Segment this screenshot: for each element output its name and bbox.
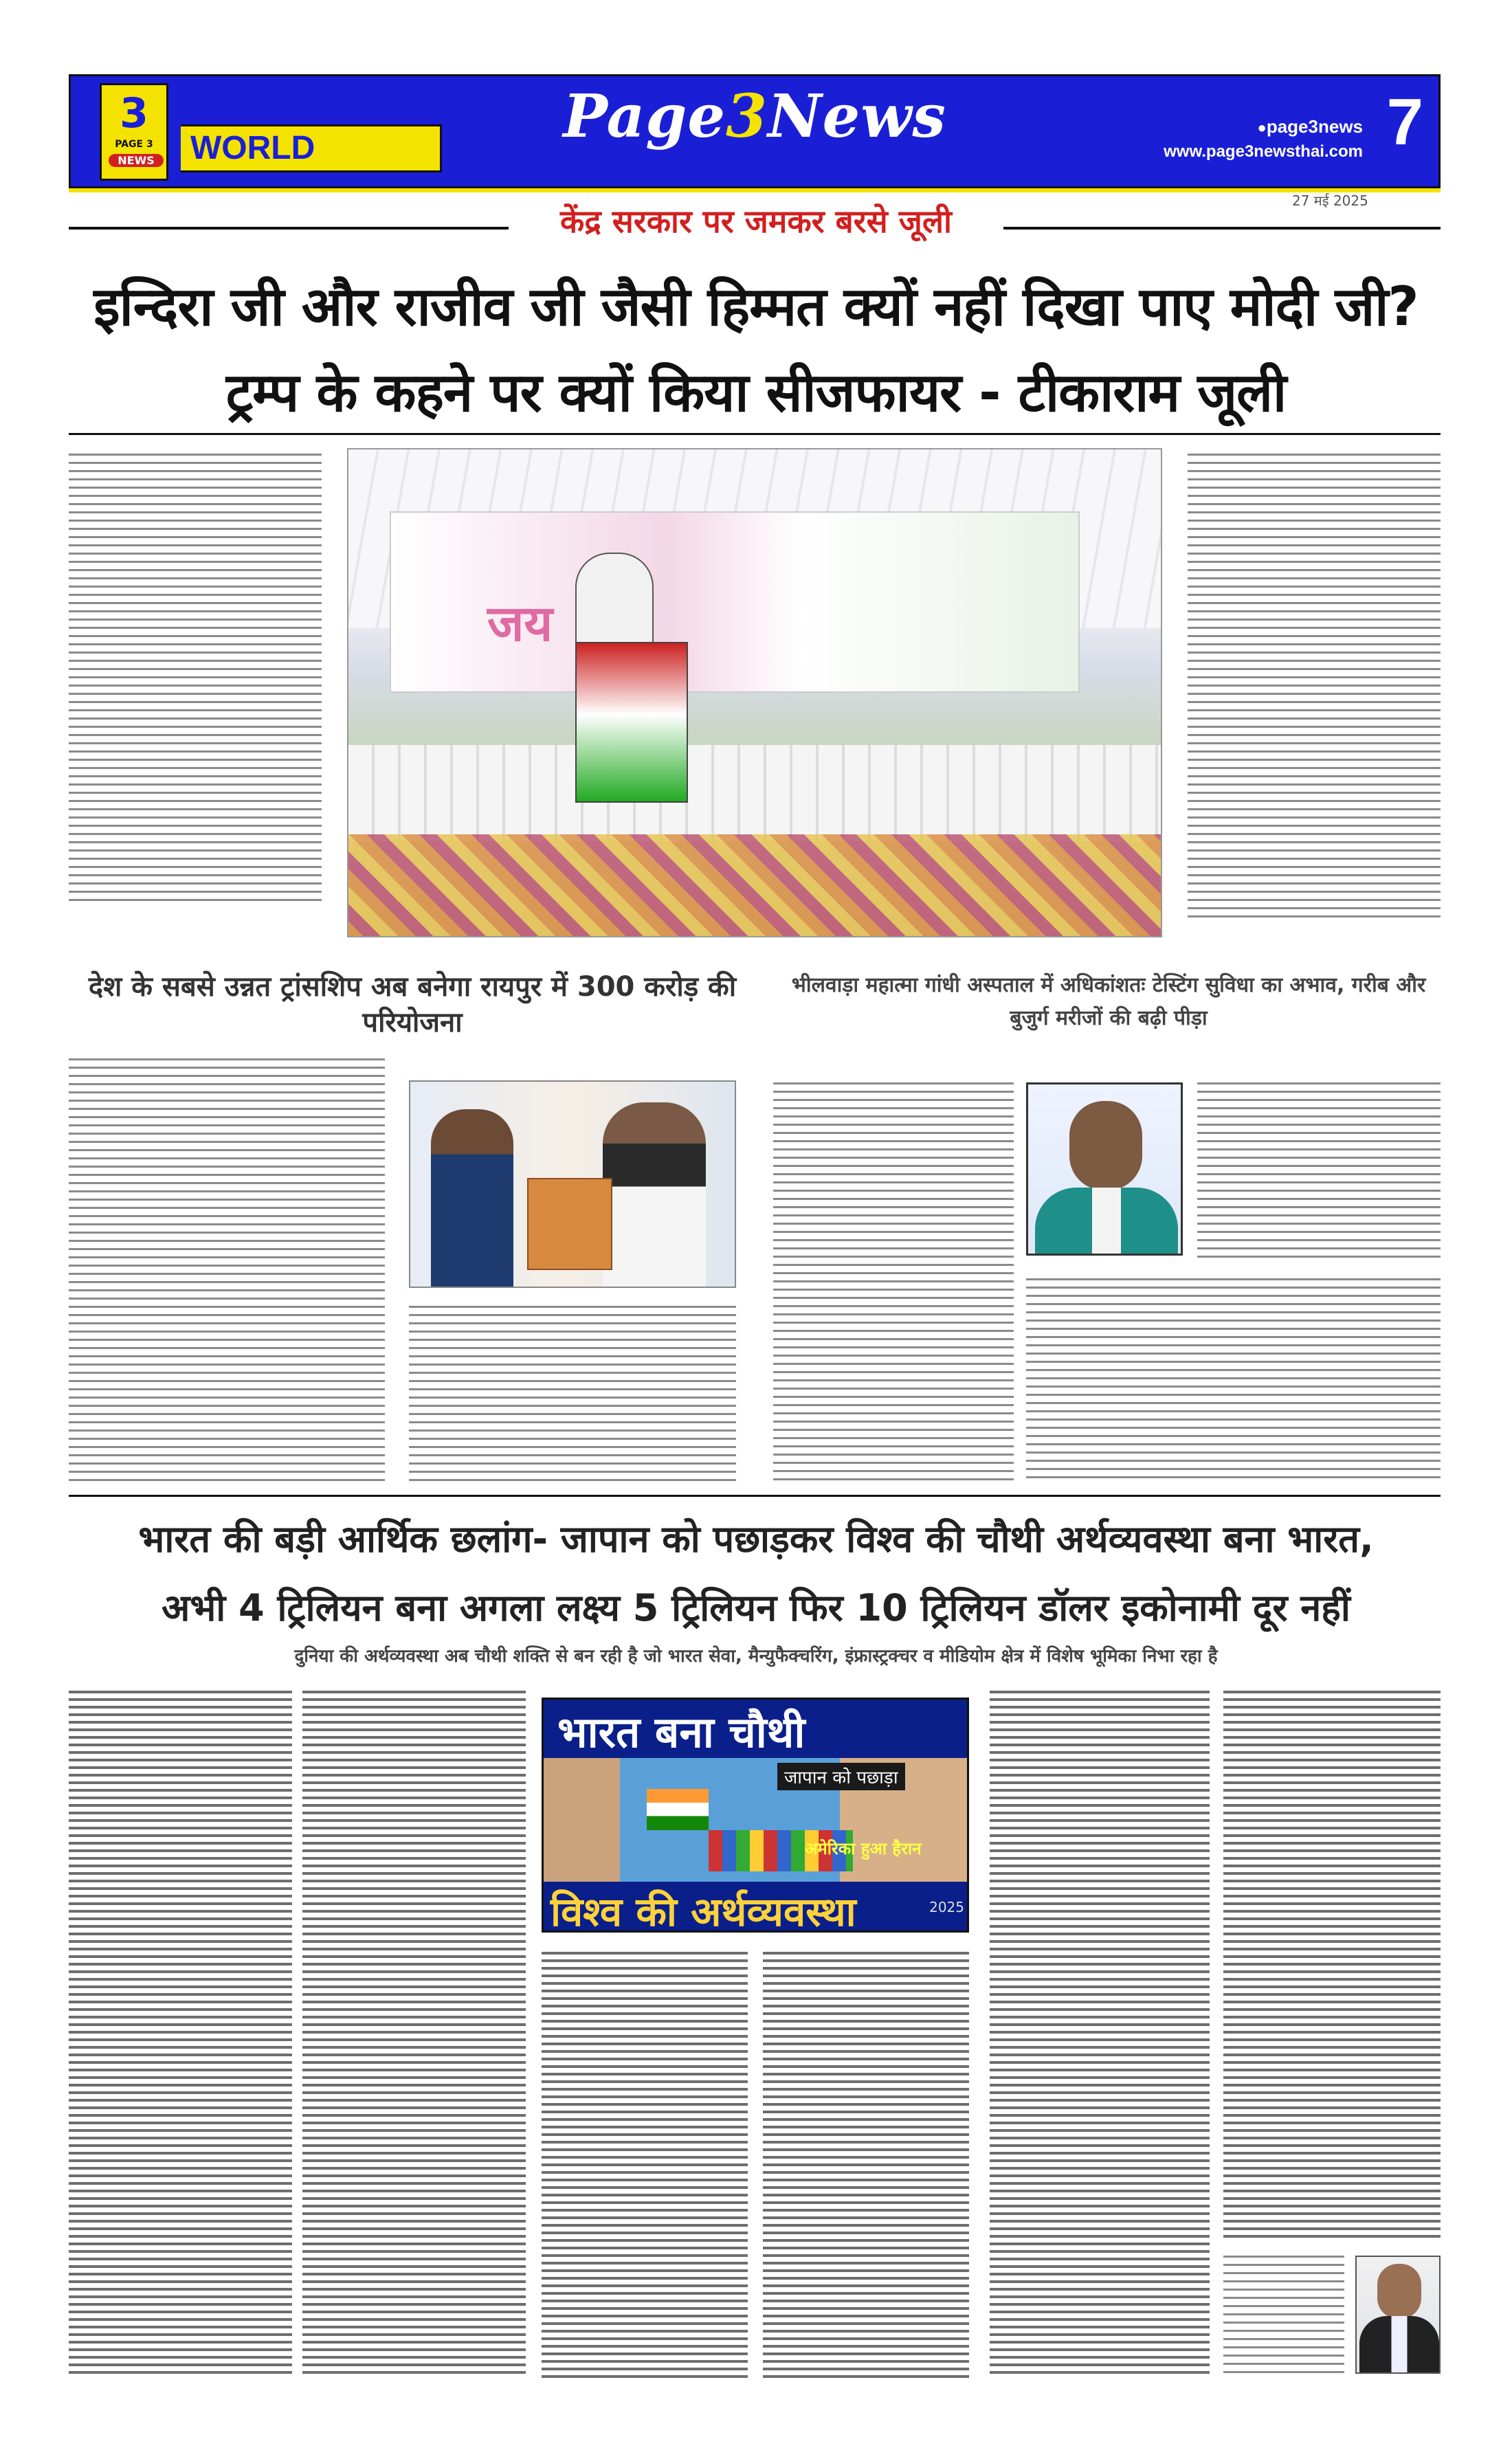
economy-deck: दुनिया की अर्थव्यवस्था अब चौथी शक्ति से बन रही है जो भारत सेवा, मैन्युफैक्चरिंग, इंफ्रास्ट्रक्चर व मीडियोम क्षेत्र में विशेष भूमिका निभा रहा है [294,1646,1218,1667]
author-credit-text [1223,2256,1344,2374]
graphic-bottom-text: विश्व की अर्थव्यवस्था [551,1889,856,1933]
brand-suffix: News [768,82,946,151]
person-left [431,1109,513,1288]
graphic-year: 2025 [929,1899,964,1915]
page-number: 7 [1386,85,1423,159]
section-rule [69,1495,1441,1497]
speaker-figure [575,553,654,652]
headline-rule [69,433,1441,435]
logo-badge: NEWS [109,154,164,167]
lead-headline-line1[interactable]: इन्दिरा जी और राजीव जी जैसी हिम्मत क्यों नहीं दिखा पाए मोदी जी? [93,276,1419,338]
graphic-top-text: भारत बना चौथी [557,1707,805,1757]
banner-text: जय [487,594,553,652]
graphic-bottom-band [544,1882,967,1933]
economy-column-5 [990,1691,1210,2378]
portrait-photo[interactable] [1026,1082,1183,1256]
site-handle[interactable]: ● page3news [1258,116,1363,137]
stage-banner [390,511,1080,693]
brand-number: 3 [726,82,768,151]
masthead-underline [69,188,1441,192]
mid-left-column-text [69,1058,385,1484]
mid-right-headline[interactable]: भीलवाड़ा महात्मा गांधी अस्पताल में अधिकांशतः टेस्टिंग सुविधा का अभाव, गरीब और बुजुर्ग मरीजों की बढ़ी पीड़ा [791,973,1426,1030]
logo-number: 3 [120,89,148,137]
india-flag-icon [647,1789,709,1830]
economy-column-6 [1223,1691,1441,2240]
graphic-america-tag: अमेरिका हुआ हैरान [805,1839,922,1858]
stage-seating [348,745,1161,841]
section-label: WORLD [190,130,315,166]
lead-right-column-text [1188,454,1441,921]
mid-center-column-text [409,1306,736,1484]
site-url[interactable]: www.page3newsthai.com [1164,142,1363,161]
economy-column-1 [69,1691,292,2378]
economy-headline-line2[interactable]: अभी 4 ट्रिलियन बना अगला लक्ष्य 5 ट्रिलियन फिर 10 ट्रिलियन डॉलर इकोनामी दूर नहीं [162,1586,1350,1629]
carpet-floor [348,834,1161,937]
issue-date: 27 मई 2025 [1292,192,1368,209]
economy-graphic[interactable] [542,1698,969,1933]
economy-column-4 [763,1952,969,2378]
rally-photo[interactable] [347,448,1162,937]
lead-kicker: केंद्र सरकार पर जमकर बरसे जूली [560,203,952,240]
graphic-top-band [544,1700,967,1758]
document-folder [527,1178,612,1270]
mid-right-column-text-c [1026,1278,1441,1484]
mid-right-column-text-b [1197,1082,1441,1261]
person-right [603,1102,706,1288]
lead-left-column-text [69,454,322,907]
economy-column-2 [302,1691,526,2378]
brand-wordmark [71,82,1438,151]
author-photo[interactable] [1355,2256,1441,2374]
podium [575,642,688,803]
logo-text: PAGE 3 [115,139,153,150]
author-body [1359,2316,1439,2374]
masthead [69,74,1441,188]
mid-left-headline[interactable]: देश के सबसे उन्नत ट्रांसशिप अब बनेगा रायपुर में 300 करोड़ की परियोजना [88,971,737,1038]
graphic-japan-tag: जापान को पछाड़ा [777,1763,905,1790]
author-head [1377,2264,1421,2319]
economy-column-3 [542,1952,748,2378]
portrait-body [1035,1188,1178,1256]
mou-photo[interactable] [409,1080,736,1288]
portrait-head [1069,1101,1142,1190]
economy-headline-line1[interactable]: भारत की बड़ी आर्थिक छलांग- जापान को पछाड़कर विश्व की चौथी अर्थव्यवस्था बना भारत, [138,1517,1374,1561]
mid-right-column-text-a [773,1082,1014,1484]
brand-prefix: Page [563,82,726,151]
lead-headline-line2[interactable]: ट्रम्प के कहने पर क्यों किया सीजफायर - टीकाराम जूली [225,362,1287,424]
